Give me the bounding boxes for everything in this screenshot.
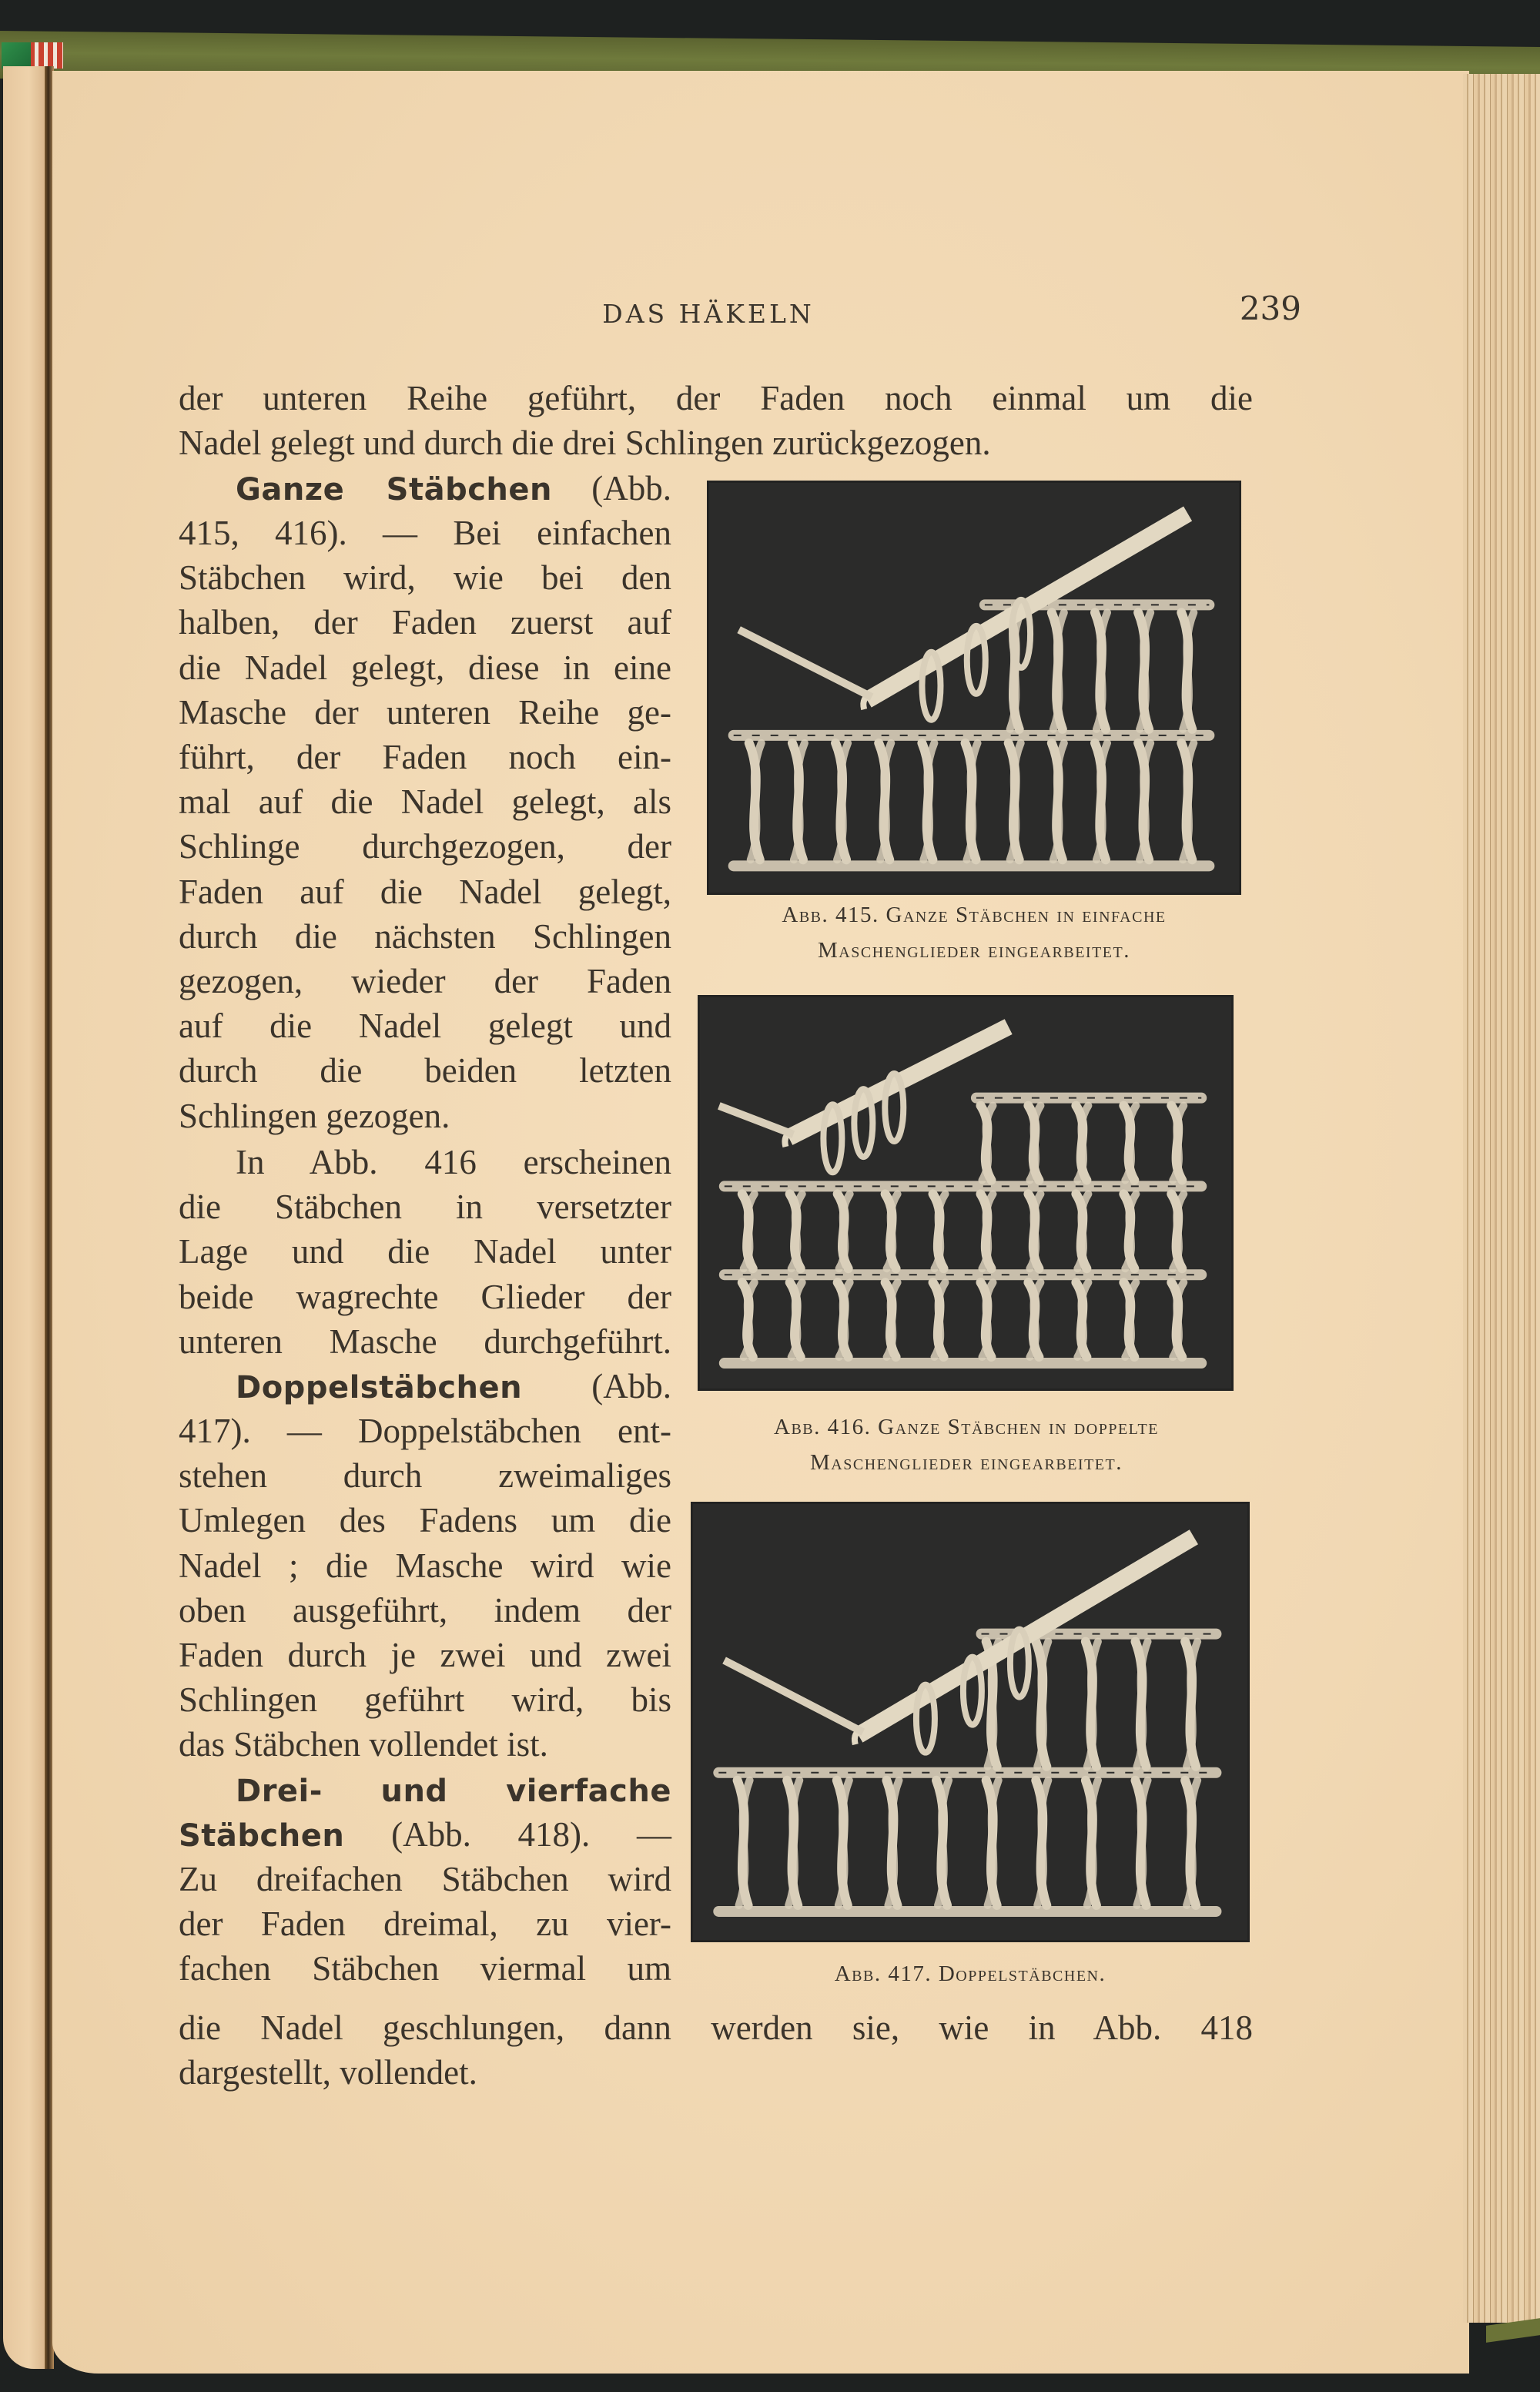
text-line: die Stäbchen in versetzter (179, 1188, 671, 1227)
bookmark-ribbon-green (2, 42, 31, 69)
text-line: 415, 416). — Bei einfachen (179, 514, 671, 552)
text-line: die Nadel gelegt, diese in eine (179, 648, 671, 687)
text-line: Schlingen geführt wird, bis (179, 1680, 671, 1720)
text-line: Stäbchen wird, wie bei den (179, 558, 671, 598)
text-line: halben, der Faden zuerst auf (179, 603, 671, 642)
section-heading-ganze-staebchen: Ganze Stäbchen (236, 472, 552, 508)
text-line: mal auf die Nadel gelegt, als (179, 782, 671, 822)
figure-caption-417 (691, 1956, 1250, 1992)
figure-abb-416 (698, 995, 1234, 1391)
heading-reference: (Abb. 418). — (344, 1815, 671, 1854)
text-line: Nadel gelegt und durch die drei Schlingen zurückgezogen. (179, 424, 991, 462)
heading-reference: (Abb. (522, 1367, 671, 1405)
text-line: oben ausgeführt, indem der (179, 1590, 671, 1630)
caption-line: Abb. 416. Ganze Stäbchen in doppelte (774, 1415, 1159, 1439)
figure-caption-416 (689, 1409, 1244, 1480)
figure-abb-417 (691, 1502, 1250, 1942)
text-line: das Stäbchen vollendet ist. (179, 1725, 548, 1764)
text-line: Faden durch je zwei und zwei (179, 1636, 671, 1674)
text-line: Faden auf die Nadel gelegt, (179, 872, 671, 911)
text-line: In Abb. 416 erscheinen (236, 1143, 671, 1181)
section-heading-line (179, 466, 671, 511)
text-line: durch die beiden letzten (179, 1051, 671, 1090)
text-line: Lage und die Nadel unter (179, 1232, 671, 1271)
heading-reference: (Abb. (552, 469, 671, 508)
text-line: Nadel ; die Masche wird wie (179, 1546, 671, 1585)
text-line: der Faden dreimal, zu vier- (179, 1905, 671, 1944)
caption-line: Abb. 415. Ganze Stäbchen in einfache (782, 903, 1167, 927)
figure-caption-415 (697, 897, 1251, 968)
text-line: Zu dreifachen Stäbchen wird (179, 1860, 671, 1898)
figure-abb-415 (707, 481, 1241, 895)
text-line: stehen durch zweimaliges (179, 1456, 671, 1496)
working-yarn (719, 1106, 793, 1134)
text-line: die Nadel geschlungen, dann werden sie, wie in Abb. 418 (179, 2008, 1253, 2047)
text-line: beide wagrechte Glieder der (179, 1277, 671, 1316)
text-line: Schlinge durchgezogen, der (179, 827, 671, 866)
text-line: 417). — Doppelstäbchen ent- (179, 1412, 671, 1450)
section-heading-doppelstaebchen: Doppelstäbchen (236, 1370, 523, 1405)
text-line: Masche der unteren Reihe ge- (179, 692, 671, 732)
text-line: führt, der Faden noch ein- (179, 738, 671, 776)
crochet-illustration (707, 481, 1241, 895)
text-line: auf die Nadel gelegt und (179, 1007, 671, 1046)
text-line: Umlegen des Fadens um die (179, 1501, 671, 1540)
section-heading-line (179, 1767, 671, 1812)
section-heading-line (179, 1364, 671, 1409)
text-line: dargestellt, vollendet. (179, 2053, 477, 2092)
caption-line: Abb. 417. Doppelstäbchen. (834, 1962, 1106, 1986)
caption-line: Maschenglieder eingearbeitet. (810, 1450, 1123, 1475)
page-stack-fore-edge (1463, 74, 1540, 2323)
caption-line: Maschenglieder eingearbeitet. (818, 938, 1130, 963)
text-line: fachen Stäbchen viermal um (179, 1949, 671, 1988)
section-heading-drei-vierfache: Drei- und vierfache (236, 1774, 671, 1809)
working-yarn (739, 630, 872, 697)
text-line: durch die nächsten Schlingen (179, 916, 671, 956)
crochet-illustration (691, 1502, 1250, 1942)
section-heading-staebchen: Stäbchen (179, 1818, 345, 1854)
text-line: gezogen, wieder der Faden (179, 962, 671, 1000)
running-head: DAS HÄKELN (602, 299, 815, 329)
section-heading-line (179, 1812, 671, 1857)
text-line: Schlingen gezogen. (179, 1096, 450, 1135)
page-number: 239 (1239, 290, 1301, 327)
crochet-illustration (698, 995, 1234, 1391)
previous-page-edge (3, 66, 46, 2369)
working-yarn (725, 1660, 863, 1732)
text-line: unteren Masche durchgeführt. (179, 1322, 671, 1361)
text-line: der unteren Reihe geführt, der Faden noch einmal um die (179, 379, 1253, 417)
